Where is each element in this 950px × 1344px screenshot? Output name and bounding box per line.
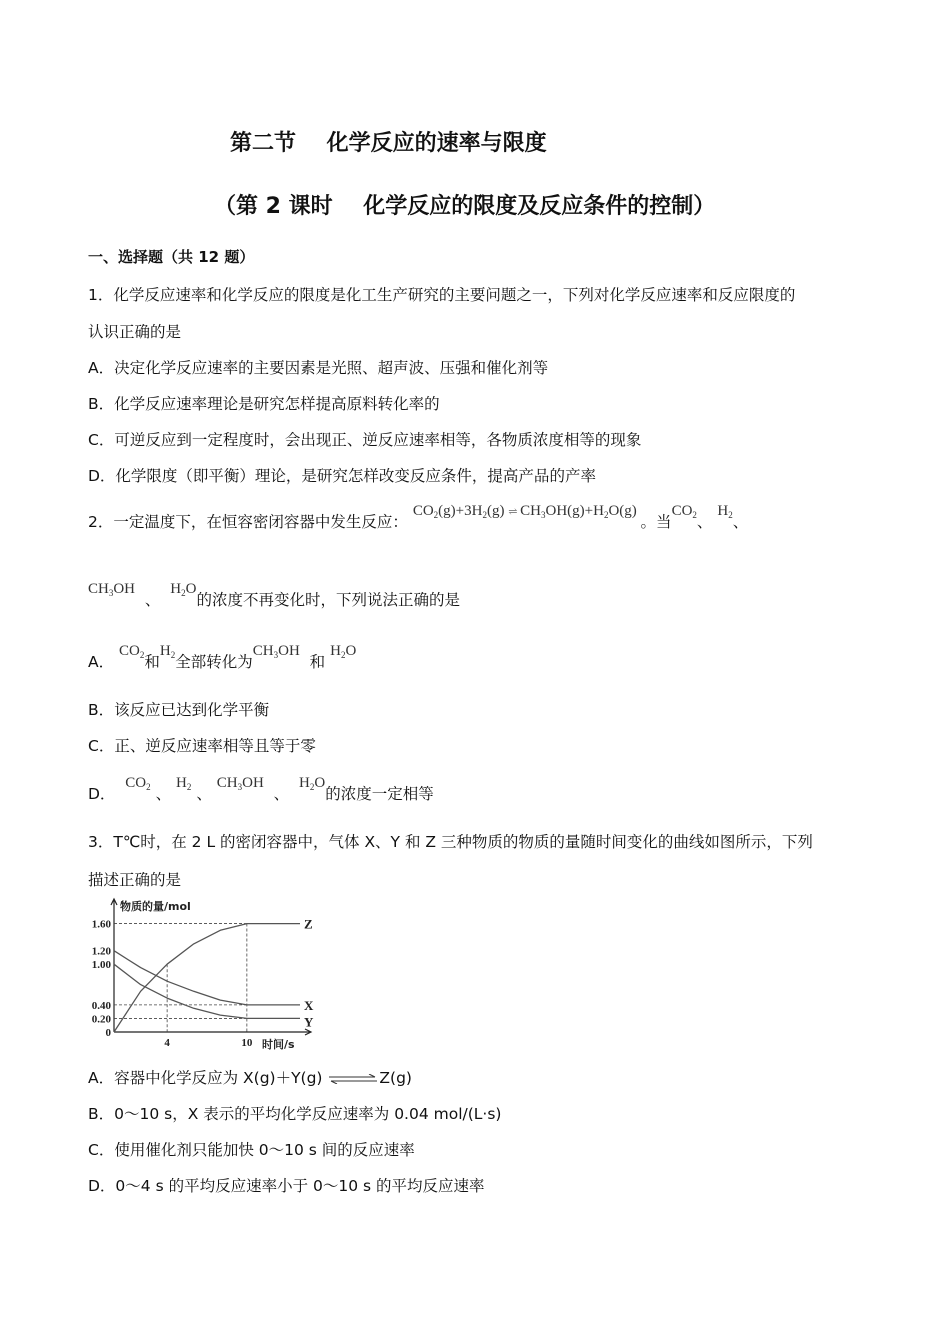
q3-option-a-prefix: A．容器中化学反应为 X(g)＋Y(g): [88, 1069, 323, 1087]
q2-stem-line2: [88, 581, 460, 610]
q1-option-b: B．化学反应速率理论是研究怎样提高原料转化率的: [88, 395, 440, 413]
q2-d-ch3oh: $CH_3OH$: [216, 775, 264, 792]
x-axis-label: 时间/s: [262, 1038, 295, 1051]
q2-d-h2: $H_2$: [176, 775, 192, 792]
equilibrium-arrow-icon: ⇌: [508, 506, 521, 518]
q3-option-d: D．0～4 s 的平均反应速率小于 0～10 s 的平均反应速率: [88, 1177, 485, 1195]
q2-d-h2o: $H_2O$: [299, 775, 326, 792]
q2-a-and2: 和: [309, 653, 326, 671]
q2-option-d: [88, 775, 434, 804]
q2-sep: 、: [196, 785, 212, 803]
y-tick-label: 0.20: [91, 1013, 111, 1026]
q2-sep: 、: [144, 591, 161, 609]
eq-h2o-rest: O(g): [608, 503, 637, 519]
q2-stem-line1: [88, 503, 749, 532]
page-subtitle: （第 2 课时 化学反应的限度及反应条件的控制）: [214, 194, 716, 219]
q2-a-and: 和: [144, 653, 160, 671]
q2-a-h2: $H_2$: [159, 643, 176, 660]
q2-co2: $CO_2$: [671, 503, 697, 520]
equilibrium-arrow-icon: [327, 1074, 379, 1084]
q2-option-c: C．正、逆反应速率相等且等于零: [88, 737, 316, 755]
x-tick-label: 4: [164, 1037, 170, 1049]
q1-option-a: A．决定化学反应速率的主要因素是光照、超声波、压强和催化剂等: [88, 359, 549, 377]
chart-root: [92, 899, 314, 1051]
q2-stem-after: 。当: [640, 513, 672, 531]
q2-option-d-label: D．: [88, 785, 116, 803]
eq-ch3oh-rest: OH(g)+H: [545, 503, 604, 519]
series-line-y: [114, 964, 300, 1018]
q1-option-d: D．化学限度（即平衡）理论，是研究怎样改变反应条件，提高产品的产率: [88, 467, 596, 485]
q2-sep: 、: [273, 785, 290, 803]
q2-sep: 、: [732, 513, 749, 531]
q3-option-a-suffix: Z(g): [379, 1069, 412, 1087]
q2-a-convert: 全部转化为: [175, 653, 253, 671]
q2-a-h2o: $H_2O$: [330, 643, 357, 660]
eq-co2: CO: [412, 503, 434, 519]
y-tick-label: 1.20: [91, 945, 111, 958]
q2-ch3oh: $CH_3OH$: [88, 581, 136, 598]
series-label-z: Z: [304, 916, 313, 932]
eq-co2-rest: (g)+3H: [438, 503, 483, 519]
q2-d-suffix: 的浓度一定相等: [325, 785, 434, 803]
q2-h2: $H_2$: [717, 503, 733, 520]
eq-h2-sub: 2: [482, 510, 487, 520]
q2-sep: 、: [155, 785, 172, 803]
q2-option-b: B．该反应已达到化学平衡: [88, 701, 270, 719]
amount-vs-time-chart: [86, 896, 316, 1054]
eq-co2-sub: 2: [433, 510, 439, 520]
y-tick-label: 0.40: [91, 999, 111, 1012]
q3-stem-line1: 3．T℃时，在 2 L 的密闭容器中，气体 X、Y 和 Z 三种物质的物质的量随时间变化的曲线如图所示，下列: [88, 833, 813, 851]
q2-d-co2: $CO_2$: [125, 775, 151, 792]
q3-option-b: B．0～10 s，X 表示的平均化学反应速率为 0.04 mol/(L·s): [88, 1105, 502, 1123]
q1-stem-line1: 1．化学反应速率和化学反应的限度是化工生产研究的主要问题之一，下列对化学反应速率和反应限度的: [88, 286, 796, 304]
eq-h2-rest: (g): [486, 503, 505, 519]
q2-stem-line2-suffix: 的浓度不再变化时，下列说法正确的是: [196, 591, 460, 609]
series-label-x: X: [304, 997, 314, 1013]
q2-a-co2: $CO_2$: [119, 643, 145, 660]
section-heading: 一、选择题（共 12 题）: [88, 248, 255, 266]
q1-stem-line2: 认识正确的是: [88, 323, 182, 341]
y-tick-label: 1.60: [91, 918, 111, 931]
q2-stem-prefix: 2．一定温度下，在恒容密闭容器中发生反应：: [88, 513, 408, 531]
q3-option-a: [88, 1066, 412, 1088]
q2-option-a: [88, 643, 357, 672]
series-line-z: [114, 924, 300, 1032]
q3-option-c: C．使用催化剂只能加快 0～10 s 间的反应速率: [88, 1141, 415, 1159]
q3-stem-line2: 描述正确的是: [88, 871, 182, 889]
eq-ch3oh: CH: [520, 503, 542, 519]
q1-option-c: C．可逆反应到一定程度时，会出现正、逆反应速率相等，各物质浓度相等的现象: [88, 431, 642, 449]
y-axis-label: 物质的量/mol: [120, 900, 191, 913]
x-tick-label: 10: [241, 1037, 253, 1049]
q2-a-ch3oh: $CH_3OH$: [252, 643, 300, 660]
y-tick-label: 0: [105, 1027, 111, 1039]
page-title: 第二节 化学反应的速率与限度: [230, 131, 547, 156]
q2-option-a-label: A．: [88, 653, 115, 671]
eq-ch3oh-sub: 3: [541, 510, 546, 520]
q2-equation: [413, 503, 641, 519]
q2-h2o: $H_2O$: [170, 581, 197, 598]
y-tick-label: 1.00: [91, 959, 111, 972]
eq-h2o-sub: 2: [603, 510, 609, 520]
series-line-x: [114, 951, 300, 1005]
q2-sep: 、: [696, 513, 713, 531]
series-label-y: Y: [304, 1014, 314, 1030]
